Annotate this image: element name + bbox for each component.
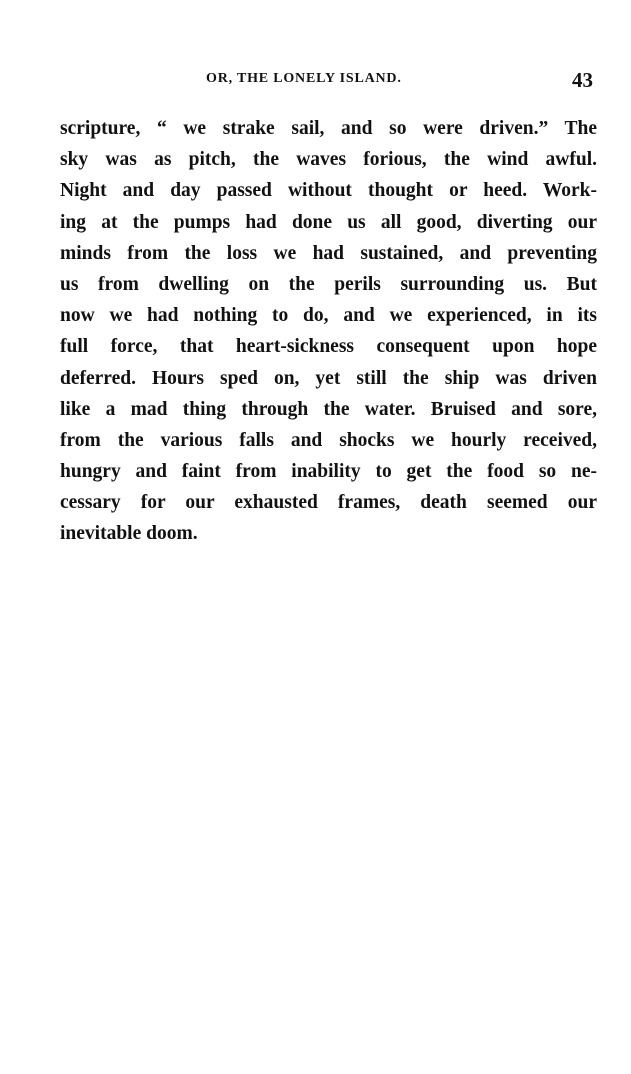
page-number: 43 xyxy=(572,68,593,92)
text-line: ing at the pumps had done us all good, diverting our xyxy=(60,211,597,233)
text-line: now we had nothing to do, and we experienced, in its xyxy=(60,305,597,327)
running-header xyxy=(60,68,595,92)
text-line: minds from the loss we had sustained, and preventing xyxy=(60,242,597,264)
text-line: from the various falls and shocks we hourly received, xyxy=(60,429,597,451)
text-line: us from dwelling on the perils surrounding us. But xyxy=(60,273,597,295)
text-line: inevitable doom. xyxy=(60,523,198,545)
text-line: cessary for our exhausted frames, death seemed our xyxy=(60,492,597,514)
running-title: OR, THE LONELY ISLAND. xyxy=(206,71,402,86)
text-line: hungry and faint from inability to get the food so ne- xyxy=(60,461,597,483)
text-line: full force, that heart-sickness consequent upon hope xyxy=(60,336,597,358)
text-line: deferred. Hours sped on, yet still the ship was driven xyxy=(60,367,597,389)
text-line: like a mad thing through the water. Bruised and sore, xyxy=(60,398,597,420)
body-paragraph xyxy=(60,113,597,550)
text-line: sky was as pitch, the waves forious, the wind awful. xyxy=(60,149,597,171)
text-line: Night and day passed without thought or heed. Work- xyxy=(60,180,597,202)
text-line: scripture, “ we strake sail, and so were driven.” The xyxy=(60,118,597,139)
